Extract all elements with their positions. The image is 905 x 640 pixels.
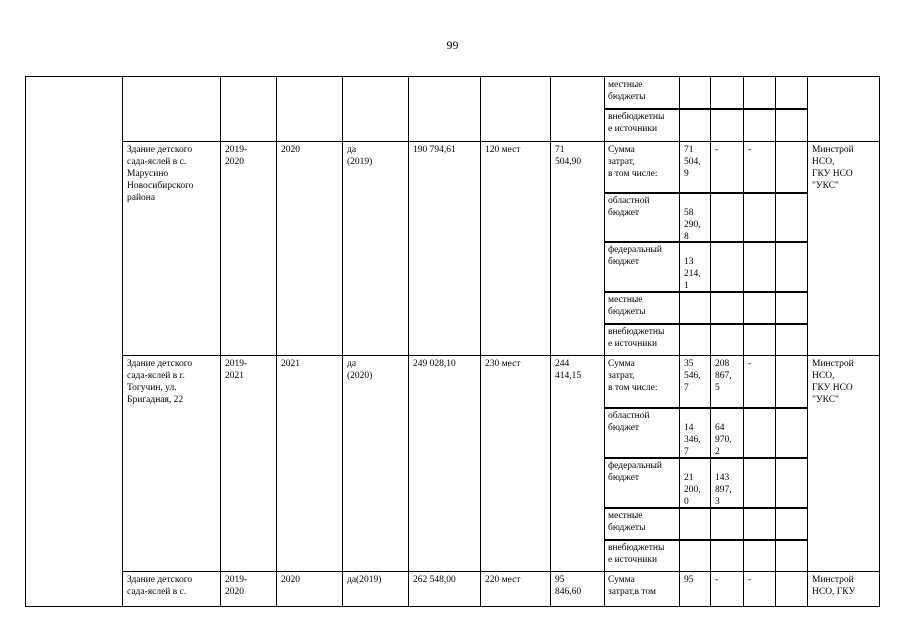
cell-name: Здание детского сада-яслей в с. Марусино Новосибирского района xyxy=(127,145,194,203)
finance-source: местные бюджеты xyxy=(608,511,646,533)
column-divider xyxy=(480,76,481,606)
finance-value-2: - xyxy=(715,145,719,155)
finance-value-1: 14 346, 7 xyxy=(684,423,701,457)
finance-value-3: - xyxy=(748,575,752,585)
finance-source: внебюджетны е источники xyxy=(608,327,665,349)
cell-capacity: 120 мест xyxy=(485,145,521,155)
cell-executor: Минстрой НСО, ГКУ НСО "УКС" xyxy=(812,145,854,191)
cell-period: 2019- 2020 xyxy=(225,575,248,597)
page-number: 99 xyxy=(446,38,459,52)
cell-executor: Минстрой НСО, ГКУ xyxy=(812,575,856,597)
cell-executor: Минстрой НСО, ГКУ НСО "УКС" xyxy=(812,359,854,405)
finance-source: Сумма затрат,в том xyxy=(608,575,656,597)
finance-source: областной бюджет xyxy=(608,196,650,218)
finance-value-1: 13 214, 1 xyxy=(684,257,701,291)
column-divider xyxy=(25,76,26,606)
table-bottom-border xyxy=(25,606,880,607)
subrow-divider xyxy=(604,108,808,110)
cell-capacity: 230 мест xyxy=(485,359,521,369)
cell-name: Здание детского сада-яслей в г. Тогучин, ул. Бригадная, 22 xyxy=(127,359,193,405)
row-divider xyxy=(122,141,880,142)
column-divider xyxy=(710,76,711,606)
finance-value-1: 95 xyxy=(684,575,694,585)
row-divider xyxy=(122,571,880,572)
column-divider xyxy=(276,76,277,606)
column-divider xyxy=(342,76,343,606)
finance-source: внебюджетны е источники xyxy=(608,543,665,565)
finance-source: местные бюджеты xyxy=(608,80,646,102)
cell-period: 2019- 2021 xyxy=(225,359,248,381)
cell-cost: 262 548,00 xyxy=(413,575,456,585)
cell-amount: 95 846,60 xyxy=(555,575,582,597)
cell-cost: 190 794,61 xyxy=(413,145,456,155)
cell-year: 2020 xyxy=(281,575,300,585)
finance-source: внебюджетны е источники xyxy=(608,112,665,134)
finance-value-1: 35 546, 7 xyxy=(684,359,701,393)
column-divider xyxy=(807,76,808,606)
finance-value-1: 58 290, 8 xyxy=(684,208,701,242)
cell-capacity: 220 мест xyxy=(485,575,521,585)
finance-source: федеральный бюджет xyxy=(608,461,662,483)
column-divider xyxy=(604,76,605,606)
cell-design: да (2019) xyxy=(347,145,373,167)
finance-value-1: 71 504, 9 xyxy=(684,145,701,179)
finance-value-2: 64 970, 2 xyxy=(715,423,732,457)
finance-source: областной бюджет xyxy=(608,411,650,433)
column-divider xyxy=(879,76,880,606)
column-divider xyxy=(220,76,221,606)
finance-value-2: 208 867, 5 xyxy=(715,359,732,393)
column-divider xyxy=(122,76,123,606)
finance-value-2: - xyxy=(715,575,719,585)
row-divider xyxy=(122,355,880,356)
finance-value-3: - xyxy=(748,359,752,369)
column-divider xyxy=(408,76,409,606)
cell-year: 2020 xyxy=(281,145,300,155)
subrow-divider xyxy=(604,407,808,409)
finance-value-1: 21 200, 0 xyxy=(684,473,701,507)
finance-source: местные бюджеты xyxy=(608,295,646,317)
finance-source: Сумма затрат, в том числе: xyxy=(608,359,658,393)
column-divider xyxy=(550,76,551,606)
subrow-divider xyxy=(604,539,808,541)
finance-source: Сумма затрат, в том числе: xyxy=(608,145,658,179)
cell-amount: 244 414,15 xyxy=(555,359,582,381)
cell-period: 2019- 2020 xyxy=(225,145,248,167)
subrow-divider xyxy=(604,192,808,194)
column-divider xyxy=(679,76,680,606)
subrow-divider xyxy=(604,323,808,325)
cell-year: 2021 xyxy=(281,359,300,369)
table-top-border xyxy=(25,76,880,77)
cell-design: да (2020) xyxy=(347,359,373,381)
finance-value-3: - xyxy=(748,145,752,155)
finance-value-2: 143 897, 3 xyxy=(715,473,732,507)
cell-design: да(2019) xyxy=(347,575,382,585)
cell-name: Здание детского сада-яслей в с. xyxy=(127,575,193,597)
cell-cost: 249 028,10 xyxy=(413,359,456,369)
column-divider xyxy=(775,76,776,606)
cell-amount: 71 504,90 xyxy=(555,145,582,167)
column-divider xyxy=(743,76,744,606)
finance-source: федеральный бюджет xyxy=(608,245,662,267)
